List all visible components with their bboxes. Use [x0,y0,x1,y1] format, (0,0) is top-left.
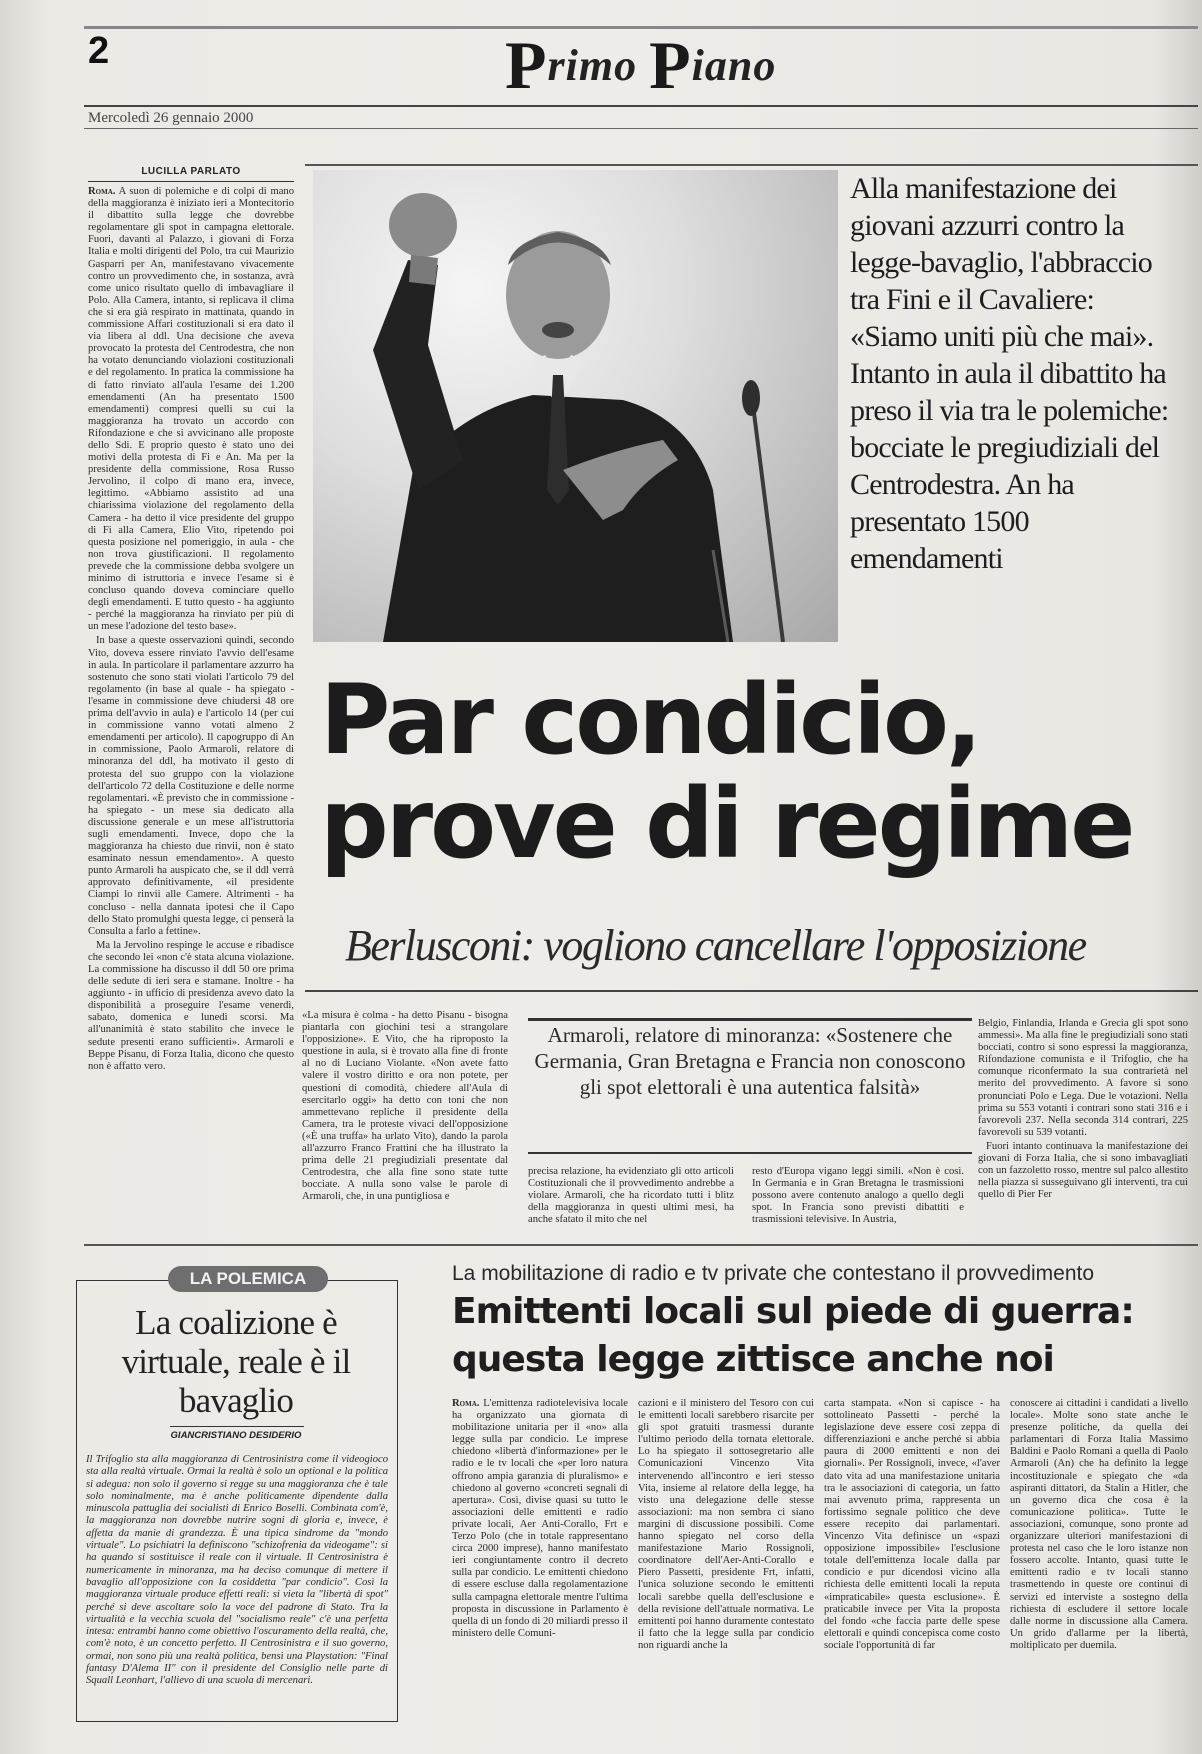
main-headline-line-2: prove di regime [320,768,1133,880]
emittenti-col3-text: carta stampata. «Non si capisce - ha sottolineato Passetti - perché la legislazione deve essere così zeppa di differenziazioni e anche perché si abbia paura di 2000 emittenti e non dei giornali». Per Rossignoli, invece, «l'aver dato vita ad una manifestazione unitaria tra le associazioni di categoria, un fatto mai avvenuto prima, rappresenta un fortissimo segnale politico che deve essere recepito dai parlamentari. Vincenzo Vita definisce un «spazi opposizione impossibile» l'esclusione totale dell'emittenza locale dalla par condicio e pur dicendosi vicino alla richiesta delle emittenti locali la reputa «impraticabile» questa esclusione». È praticabile invece per Vita la proposta del fondo «che faccia parte delle spese elettorali e quindi concepisca come costo sociale l'opportunità di far [824,1398,1000,1651]
byline-rule [88,181,294,182]
main-story-column-2 [302,1010,508,1232]
speaker-figure-illustration [313,170,838,642]
emittenti-column-1 [452,1398,628,1744]
emittenti-headline-line-2: questa legge zittisce anche noi [452,1339,1054,1380]
subhead-rule [305,990,1198,992]
date-rule [84,128,1198,129]
page-number: 2 [88,30,110,72]
polemica-byline: GIANCRISTIANO DESIDERIO [170,1430,302,1441]
issue-date: Mercoledì 26 gennaio 2000 [88,110,254,126]
main-col5-p2: Fuori intanto continuava la manifestazione dei giovani di Forza Italia, che si sono imbavagliati con un fazzoletto rosso, mentre sul palco allestito nella piazza si susseguivano gli interventi, tra cui quello di Pier Fer [978,1140,1188,1201]
emittenti-kicker: La mobilitazione di radio e tv private che contestano il provvedimento [452,1262,1095,1285]
main-col5-text: Belgio, Finlandia, Irlanda e Grecia gli spot sono ammessi». Ma alla fine le pregiudiziali sono stati bocciati, contro si sono espressi la maggioranza, Rifondazione comunista e il Trifoglio, che ha comunque riconfermato la sua contrarietà nel merito del provvedimento. A favore si sono pronunciati Polo e Lega. Due le votazioni. Nella prima su 553 votanti i contrari sono stati 316 e i favorevoli 237. Nella seconda 314 contrari, 225 favorevoli su 539 votanti. [978,1018,1188,1138]
masthead-word-1: rimo [547,41,638,90]
main-col4-text: resto d'Europa vigano leggi simili. «Non è così. In Germania e in Gran Bretagna le trasmissioni possono avere contenuto analogo a quello degli spot. In Francia sono previsti dibattiti e trasmissioni televisive. In Austria, [752,1166,964,1226]
main-col1-p2: In base a queste osservazioni quindi, secondo Vito, doveva essere rinviato l'avvio dell'esame in aula. In particolare il parlamentare azzurro ha sostenuto che sono stati violati l'articolo 79 del regolamento (in base al quale - ha spiegato - l'esame in commissione deve chiudersi 48 ore prima dell'avvio in aula) e l'articolo 14 (per cui in commissione vanno votati almeno 2 emendamenti per articolo). Il capogruppo di An in commissione, Paolo Armaroli, relatore di minoranza del ddl, ha motivato il gesto di protesta del suo gruppo con la violazione dell'articolo 72 della Costituzione e delle norme regolamentari. «È previsto che in commissione - ha spiegato - un mese sia dedicato alla discussione generale e un mese all'istruttoria sugli emendamenti. Invece, dopo che la maggioranza ha chiesto due rinvii, non è stato esaminato nessun emendamento». A questo punto Armaroli ha auspicato che, se il ddl verrà approvato definitivamente, «il presidente Ciampi lo rinvii alle Camere. Altrimenti - ha concluso - nella dannata ipotesi che il Capo dello Stato promulghi questa legge, ci penserà la Consulta a farlo a fettine». [88,635,294,937]
emittenti-headline-line-1: Emittenti locali sul piede di guerra: [452,1291,1134,1332]
main-story-column-1 [88,186,294,1226]
main-headline [320,664,1190,880]
emittenti-lead-word: Roma. [452,1398,480,1409]
main-col3-text: precisa relazione, ha evidenziato gli otto articoli Costituzionali che il provvedimento andrebbe a violare. Armaroli, che ha ricordato tutti i blitz della maggioranza in questi ultimi mesi, ha anche sfatato il mito che nel [528,1166,734,1226]
main-subheadline: Berlusconi: vogliono cancellare l'opposizione [345,921,1086,970]
masthead-rule [84,105,1198,107]
main-col1-p3: Ma la Jervolino respinge le accuse e ribadisce che secondo lei «non c'è stata alcuna violazione. La commissione ha discusso il ddl 50 ore prima delle sedute di ieri sera e stamane. Inoltre - ha aggiunto - in ufficio di presidenza avevo dato la disponibilità a proseguire l'esame venerdì, sabato, domenica e lunedì scorsi. Ma all'unanimità è stato stabilito che invece le sedute presenti erano sufficienti». Armaroli e Beppe Pisanu, di Forza Italia, dicono che questo non è affatto vero. [88,939,294,1072]
polemica-body: Il Trifoglio sta alla maggioranza di Centrosinistra come il videogioco sta alla realtà virtuale. Ormai la realtà è solo un optional e la politica si adegua: non solo il governo si regge su una maggioranza che è tale solo nominalmente, ma è anche politicamente dipendente dalla minuscola pattuglia dei socialisti di Enrico Boselli. Combinata com'è, la maggioranza non dovrebbe nutrire sogni di gloria e, invece, è affetta da manie di grandezza. È una tipica sindrome da "mondo virtuale". Lo psichiatri la definiscono "schizofrenia da videogame": si ha quando si sostituisce il reale con il virtuale. Il Centrosinistra è numericamente in minoranza, ma ha deciso comunque di mettere il bavaglio all'opposizione con la cosiddetta "par condicio". Così la maggioranza virtuale produce effetti reali: si vieta la "libertà di spot" perché si deve ascoltare solo la voce del padrone di Stato. Tra la virtualità e la vecchia scuola del "socialismo reale" c'è una perfetta intesa: entrambi hanno come obiettivo l'oscuramento della realtà, che, com'è noto, è un concetto perfetto. Il Centrosinistra e il suo governo, ormai, non sono più una realtà politica, bensì una Playstation: "Final fantasy D'Alema II" con il presidente del Consiglio nelle parte di Squall Leonhart, l'allievo di una scuola di mercenari. [86,1454,388,1687]
main-headline-line-1: Par condicio, [320,664,980,776]
quote-top-rule [528,1018,972,1021]
top-rule [84,26,1198,29]
pull-quote: Armaroli, relatore di minoranza: «Sostenere che Germania, Gran Bretagna e Francia non conoscono gli spot elettorali è una autentica falsità» [534,1023,966,1099]
lower-section-rule [84,1244,1198,1246]
emittenti-column-2 [638,1398,814,1744]
main-byline: LUCILLA PARLATO [141,166,241,177]
section-masthead [505,27,777,103]
emittenti-col1-text: L'emittenza radiotelevisiva locale ha organizzato una giornata di mobilitazione unitaria per il «no» alla legge sulla par condicio. Le imprese chiedono «libertà d'informazione» per le radio e le tv locali che «per loro natura offrono ampia garanzia di pluralismo» e chiedono al governo «concreti segnali di apertura». Così, divise quasi su tutto le associazioni delle emittenti e radio private locali, Aer Anti-Corallo, Frt e Terzo Polo (che in totale rappresentano circa 2000 imprese), hanno manifestato ieri congiuntamente contro il decreto sulla par condicio. Le emittenti chiedono di essere escluse dalla regolamentazione sulla campagna elettorale mentre l'ultima proposta in discussione in Parlamento è quella di un fondo di 20 miliardi presso il ministero delle Comuni- [452,1398,628,1639]
main-col1-p1: A suon di polemiche e di colpi di mano della maggioranza è iniziato ieri a Montecitorio il dibattito sulla legge che dovrebbe regolamentare gli spot in campagna elettorale. Fuori, davanti al Palazzo, i giovani di Forza Italia e molti dirigenti del Polo, tra cui Maurizio Gasparri per An, manifestavano vivacemente contro un provvedimento che, in sostanza, avrà come unico risultato quello di imbavagliare il Polo. Alla Camera, intanto, si replicava il clima che si era già respirato in mattinata, quando in commissione Affari costituzionali si era dato il via libera al ddl. Una decisione che aveva provocato la protesta del Centrodestra, che non ha votato denunciando violazioni costituzionali e del regolamento. In pratica la commissione ha di fatto rinviato all'aula l'esame dei 1.200 emendamenti (An ha presentato 1500 emendamenti) compresi quelli su cui la maggioranza ha trovato un accordo con Rifondazione e che si avvicinano alle proposte dello Sdi. E proprio questo è stato uno dei motivi della protesta di Fi e An. Ma per la presidente della commissione, Rosa Russo Jervolino, il colpo di mano era, invece, legittimo. «Abbiamo assistito ad una chiarissima violazione del regolamento della Camera - ha detto il vice presidente del gruppo di Fi alla Camera, Elio Vito, ripetendo poi questa posizione nel pomeriggio, in aula - che non trova giustificazioni. Il regolamento prevede che la commissione debba svolgere un minimo di istruttoria e invece l'esame si è concluso quando doveva cominciare quello degli emendamenti. E tutto questo - ha aggiunto - perché la maggioranza ha rinviato per più di un mese l'adozione del testo base». [88,186,294,633]
masthead-cap-1: P [505,27,548,103]
masthead-cap-2: P [649,27,692,103]
berlusconi-photo [313,170,838,642]
polemica-byline-rule [170,1426,304,1427]
emittenti-column-4 [1010,1398,1188,1744]
emittenti-col2-text: cazioni e il ministero del Tesoro con cui le emittenti locali sarebbero risarcite per gli spot gratuiti trasmessi durante l'ultimo periodo della tornata elettorale. Lo ha spiegato il sottosegretario alle Comunicazioni Vincenzo Vita intervenendo all'incontro e ieri stesso Vita, insieme al relatore della legge, ha visto una delegazione delle stesse associazioni: ma non sembra ci siano margini di discussione possibili. Come hanno spiegato nel corso della manifestazione Mario Rossignoli, coordinatore dell'Aer-Anti-Corallo e Piero Passetti, presidente Frt, infatti, l'unica soluzione secondo le emittenti locali sarebbe quella dell'esclusione e della revisione dell'attuale normativa. Le emittenti poi hanno duramente contestato il fatto che la legge sulla par condicio non riguardi anche la [638,1398,814,1651]
photo-frame-line [305,164,1198,166]
main-deck: Alla manifestazione dei giovani azzurri contro la legge-bavaglio, l'abbraccio tra Fini e il Cavaliere: «Siamo uniti più che mai». Intanto in aula il dibattito ha preso il via tra le polemiche: bocciate le pregiudiziali del Centrodestra. An ha presentato 1500 emendamenti [850,172,1169,575]
masthead-word-2: iano [691,41,777,90]
main-col2-text: «La misura è colma - ha detto Pisanu - bisogna piantarla con giochini tesi a strangolare l'opposizione». E Vito, che ha riproposto la questione in aula, si è trovato alla fine di fronte al no di Luciano Violante. «Non avete fatto valere il vostro diritto e ora non potete, per questioni di comodità, chiedere all'Aula di esercitarlo oggi» ha detto con toni che non ammettevano repliche il presidente della Camera, tra le proteste vivaci dell'opposizione («È una truffa» ha urlato Vito), dando la parola all'azzurro Franco Frattini che ha illustrato la prima delle 21 pregiudiziali presentate dal Centrodestra, che alla fine sono state tutte bocciate. A nulla sono valse le parole di Armaroli, che, in una puntigliosa e [302,1010,508,1203]
emittenti-col4-text: conoscere ai cittadini i candidati a livello locale». Molte sono state anche le presenze politiche, da quella dei parlamentari di Forza Italia Massimo Baldini e Paolo Romani a quella di Paolo Armaroli (An) che ha definito la legge incostituzionale e spiegato che «da aspiranti dittatori, da Stalin a Hitler, che un governo dica che cosa è la comunicazione politica». Tutte le associazioni, comunque, sono pronte ad organizzare ulteriori manifestazioni di protesta nel caso che le loro istanze non fossero accolte. Intanto, quasi tutte le emittenti radio e tv locali stanno trasmettendo in queste ore continui di servizi ed interviste a sostegno della richiesta di escludere il settore locale dalle norme in discussione alla Camera. Un grido d'allarme per la libertà, moltiplicato per duemila. [1010,1398,1188,1651]
main-story-column-4 [752,1166,964,1232]
main-story-column-5 [978,1018,1188,1232]
emittenti-headline [452,1288,1192,1384]
polemica-tag: LA POLEMICA [168,1266,328,1292]
main-story-column-3 [528,1166,734,1232]
quote-bottom-rule [528,1152,972,1154]
emittenti-column-3 [824,1398,1000,1744]
polemica-title: La coalizione è virtuale, reale è il bavaglio [121,1303,351,1420]
main-lead-word: Roma. [88,186,116,197]
